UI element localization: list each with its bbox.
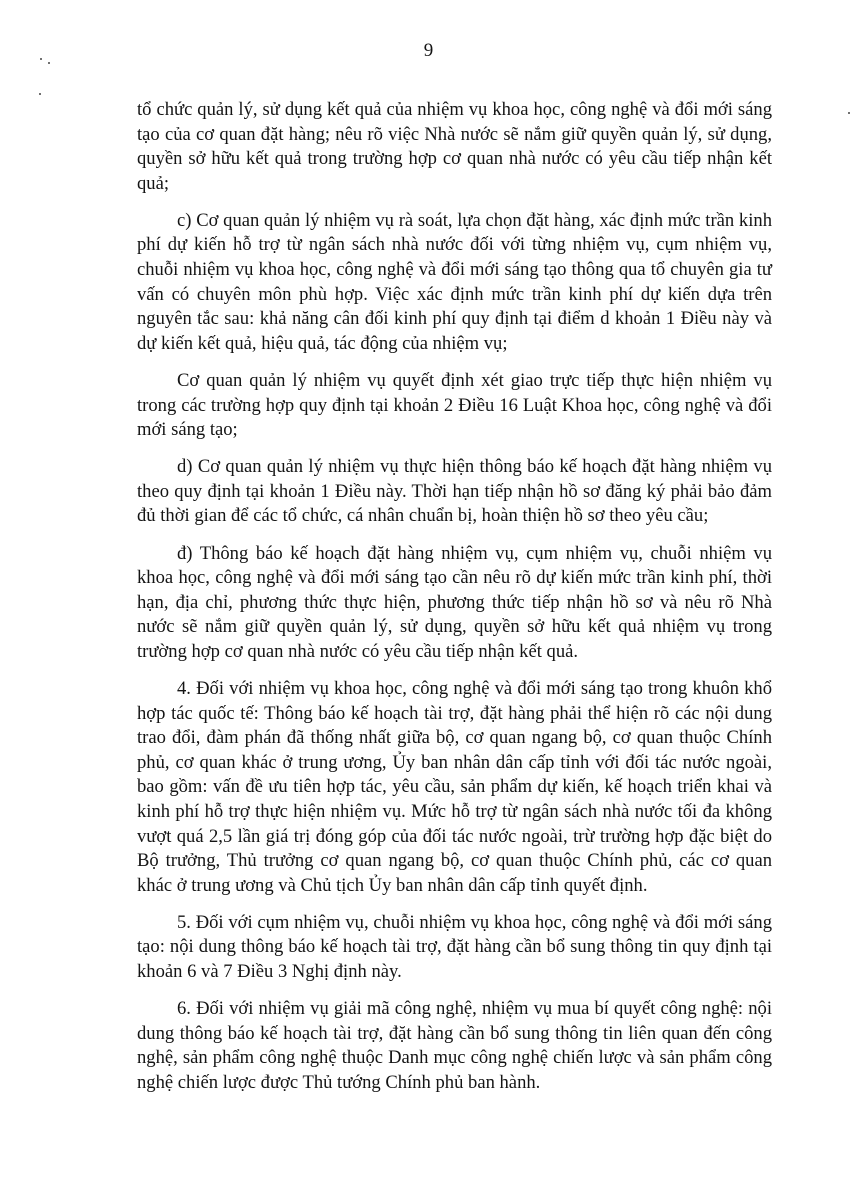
- page-number: 9: [423, 40, 434, 61]
- scan-speck: [848, 112, 850, 114]
- paragraph-clause-6: 6. Đối với nhiệm vụ giải mã công nghệ, nhiệm vụ mua bí quyết công nghệ: nội dung thông báo kế hoạch tài trợ, đặt hàng cần bổ sung thông tin liên quan đến công nghệ, sản phẩm công nghệ thuộc Danh mục công nghệ chiến lược và sản phẩm công nghệ chiến lược được Thủ tướng Chính phủ ban hành.: [137, 998, 772, 1093]
- paragraph-continuation: tổ chức quản lý, sử dụng kết quả của nhiệm vụ khoa học, công nghệ và đổi mới sáng tạo của cơ quan đặt hàng; nêu rõ việc Nhà nước sẽ nắm giữ quyền quản lý, sử dụng, quyền sở hữu kết quả trong trường hợp cơ quan nhà nước có yêu cầu tiếp nhận kết quả;: [137, 99, 772, 194]
- paragraph-item-d: d) Cơ quan quản lý nhiệm vụ thực hiện thông báo kế hoạch đặt hàng nhiệm vụ theo quy định tại khoản 1 Điều này. Thời hạn tiếp nhận hồ sơ đăng ký phải bảo đảm đủ thời gian để các tổ chức, cá nhân chuẩn bị, hoàn thiện hồ sơ theo yêu cầu;: [137, 456, 772, 527]
- scan-speck: [48, 62, 50, 64]
- paragraph-direct-assignment: Cơ quan quản lý nhiệm vụ quyết định xét giao trực tiếp thực hiện nhiệm vụ trong các trường hợp quy định tại khoản 2 Điều 16 Luật Khoa học, công nghệ và đổi mới sáng tạo;: [137, 369, 772, 441]
- scan-speck: [40, 58, 42, 60]
- document-body: [137, 98, 772, 1108]
- scan-speck: [39, 93, 41, 95]
- paragraph-item-c: c) Cơ quan quản lý nhiệm vụ rà soát, lựa chọn đặt hàng, xác định mức trần kinh phí dự kiến hỗ trợ từ ngân sách nhà nước đối với từng nhiệm vụ, cụm nhiệm vụ, chuỗi nhiệm vụ khoa học, công nghệ và đổi mới sáng tạo thông qua tổ chuyên gia tư vấn có chuyên môn phù hợp. Việc xác định mức trần kinh phí dự kiến dựa trên nguyên tắc sau: khả năng cân đối kinh phí quy định tại điểm d khoản 1 Điều này và dự kiến kết quả, hiệu quả, tác động của nhiệm vụ;: [137, 209, 772, 354]
- paragraph-clause-4: 4. Đối với nhiệm vụ khoa học, công nghệ và đổi mới sáng tạo trong khuôn khổ hợp tác quốc tế: Thông báo kế hoạch tài trợ, đặt hàng phải thể hiện rõ các nội dung trao đổi, đàm phán đã thống nhất giữa bộ, cơ quan ngang bộ, cơ quan thuộc Chính phủ, cơ quan khác ở trung ương, Ủy ban nhân dân cấp tỉnh với đối tác nước ngoài, bao gồm: vấn đề ưu tiên hợp tác, yêu cầu, sản phẩm dự kiến, kế hoạch triển khai và kinh phí hỗ trợ thực hiện nhiệm vụ. Mức hỗ trợ từ ngân sách nhà nước tối đa không vượt quá 2,5 lần giá trị đóng góp của đối tác nước ngoài, trừ trường hợp đặc biệt do Bộ trưởng, Thủ trưởng cơ quan ngang bộ, cơ quan thuộc Chính phủ, các cơ quan khác ở trung ương và Chủ tịch Ủy ban nhân dân cấp tỉnh quyết định.: [137, 677, 772, 896]
- paragraph-clause-5: 5. Đối với cụm nhiệm vụ, chuỗi nhiệm vụ khoa học, công nghệ và đổi mới sáng tạo: nội dung thông báo kế hoạch tài trợ, đặt hàng cần bổ sung thông tin quy định tại khoản 6 và 7 Điều 3 Nghị định này.: [137, 911, 772, 982]
- paragraph-item-dd: đ) Thông báo kế hoạch đặt hàng nhiệm vụ, cụm nhiệm vụ, chuỗi nhiệm vụ khoa học, công nghệ và đổi mới sáng tạo cần nêu rõ dự kiến mức trần kinh phí, thời hạn, địa chỉ, phương thức thực hiện, phương thức tiếp nhận hồ sơ và nêu rõ Nhà nước sẽ nắm giữ quyền quản lý, sử dụng, quyền sở hữu kết quả nhiệm vụ trong trường hợp cơ quan nhà nước có yêu cầu tiếp nhận kết quả.: [137, 542, 772, 662]
